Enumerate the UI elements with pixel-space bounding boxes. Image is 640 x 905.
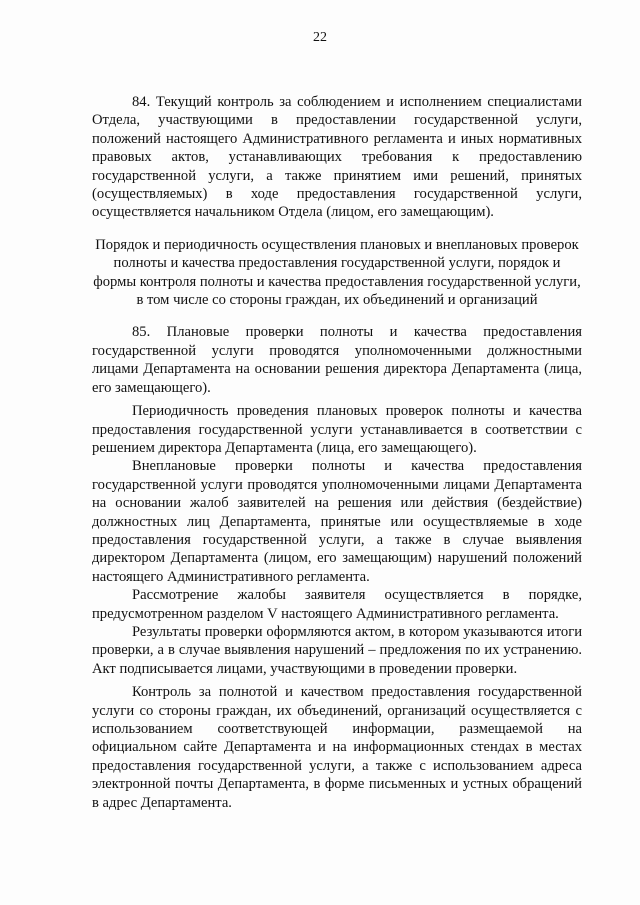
paragraph-complaint-review: Рассмотрение жалобы заявителя осуществляется в порядке, предусмотренном разделом V настоящего Административного регламента. xyxy=(92,587,582,622)
paragraph-citizen-control: Контроль за полнотой и качеством предоставления государственной услуги со стороны граждан, их объединений, организаций осуществляется с использованием соответствующей информации, размещаемой на официальном сайте Департамента и на информационных стендах в местах предоставления государственной услуги, а также с использованием адреса электронной почты Департамента, в форме письменных и устных обращений в адрес Департамента. xyxy=(92,684,582,811)
document-body xyxy=(92,93,582,812)
section-heading: Порядок и периодичность осуществления плановых и внеплановых проверок полноты и качества предоставления государственной услуги, порядок и формы контроля полноты и качества предоставления государственной услуги, в том числе со стороны граждан, их объединений и организаций xyxy=(93,236,581,309)
paragraph-unplanned-checks: Внеплановые проверки полноты и качества предоставления государственной услуги проводятся уполномоченными лицами Департамента на основании жалоб заявителей на решения или действия (бездействие) должностных лиц Департамента, принятые или осуществляемые в ходе предоставления государственной услуги, а также в случае выявления директором Департамента (лицом, его замещающим) нарушений положений настоящего Административного регламента. xyxy=(92,458,582,585)
page-number: 22 xyxy=(313,30,327,45)
paragraph-periodicity: Периодичность проведения плановых проверок полноты и качества предоставления государственной услуги устанавливается в соответствии с решением директора Департамента (лица, его замещающего). xyxy=(92,403,582,456)
paragraph-84: 84. Текущий контроль за соблюдением и исполнением специалистами Отдела, участвующими в предоставлении государственной услуги, положений настоящего Административного регламента и иных нормативных правовых актов, устанавливающих требования к предоставлению государственной услуги, а также принятием ими решений, принятых (осуществляемых) в ходе предоставления государственной услуги, осуществляется начальником Отдела (лицом, его замещающим). xyxy=(92,94,582,221)
paragraph-85: 85. Плановые проверки полноты и качества предоставления государственной услуги проводятся уполномоченными должностными лицами Департамента на основании решения директора Департамента (лица, его замещающего). xyxy=(92,324,582,396)
paragraph-check-results: Результаты проверки оформляются актом, в котором указываются итоги проверки, а в случае выявления нарушений – предложения по их устранению. Акт подписывается лицами, участвующими в проведении проверки. xyxy=(92,623,582,677)
